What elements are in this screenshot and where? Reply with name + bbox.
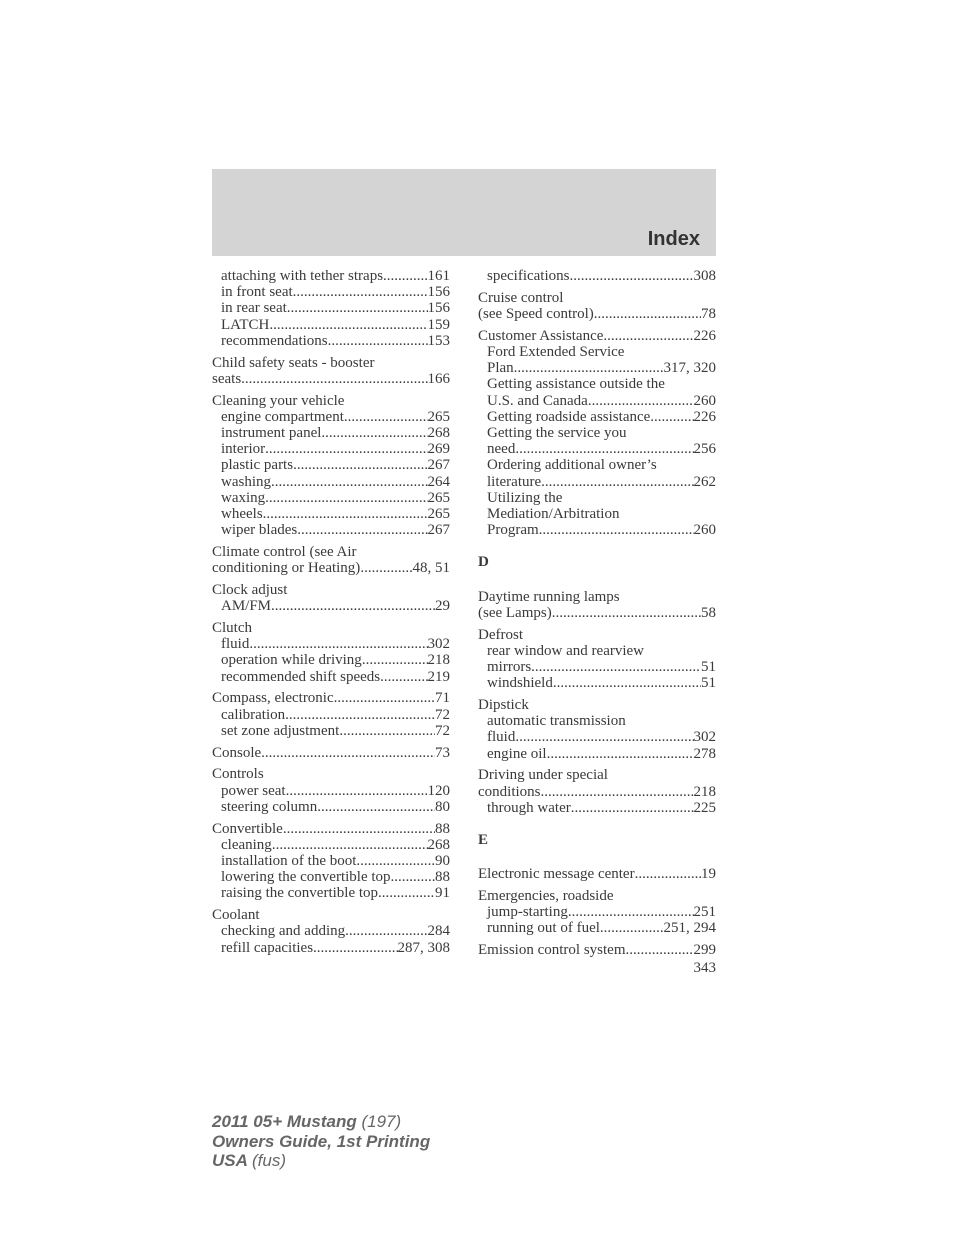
- index-subentry-line: [212, 490, 450, 506]
- index-subentry-line: [212, 333, 450, 349]
- dot-leader: [241, 371, 427, 387]
- entry-text: recommended shift speeds: [221, 668, 381, 685]
- page-ref: 88: [435, 820, 450, 837]
- dot-leader: [265, 441, 427, 457]
- page-ref: 91: [435, 885, 450, 902]
- entry-text: conditions: [478, 783, 541, 800]
- dot-leader: [263, 506, 428, 522]
- index-subentry-line: [212, 474, 450, 490]
- index-subentry-line: [478, 675, 716, 691]
- page-ref: 19: [701, 866, 716, 883]
- index-subentry-line: [478, 344, 716, 360]
- dot-leader: [600, 920, 664, 936]
- page-ref: 90: [435, 853, 450, 870]
- page-ref: 78: [701, 306, 716, 322]
- entry-text: fluid: [487, 729, 516, 746]
- entry-text: Utilizing the: [487, 489, 563, 506]
- entry-text: engine oil: [487, 745, 547, 762]
- index-entry: [478, 697, 716, 762]
- index-subentry-line: [478, 457, 716, 473]
- dot-leader: [286, 783, 428, 799]
- index-entry: [212, 393, 450, 539]
- entry-text: waxing: [221, 489, 266, 506]
- index-entry: [478, 627, 716, 692]
- entry-text: Getting assistance outside the: [487, 376, 665, 393]
- index-entry: [212, 355, 450, 387]
- page-ref: 166: [427, 370, 450, 387]
- dot-leader: [588, 393, 694, 409]
- entry-text: Daytime running lamps: [478, 588, 620, 605]
- entry-text: Defrost: [478, 626, 523, 643]
- dot-leader: [515, 729, 693, 745]
- page-title: Index: [647, 228, 700, 250]
- index-subentry-line: [212, 425, 450, 441]
- footer-model-code: (197): [361, 1112, 402, 1131]
- entry-text: Plan: [487, 360, 514, 377]
- index-subentry-line: [212, 636, 450, 652]
- dot-leader: [272, 837, 428, 853]
- index-subentry-line: [212, 300, 450, 316]
- entry-text: Mediation/Arbitration: [487, 506, 620, 523]
- index-subentry-line: [478, 376, 716, 392]
- index-entry-line: [212, 690, 450, 706]
- entry-text: Ford Extended Service: [487, 344, 625, 360]
- dot-leader: [293, 457, 427, 473]
- index-entry: [212, 690, 450, 739]
- index-entry-line: [478, 942, 716, 958]
- dot-leader: [317, 799, 435, 815]
- index-subentry-line: [478, 659, 716, 675]
- index-subentry-line: [212, 284, 450, 300]
- page-ref: 264: [427, 473, 450, 490]
- index-entry-line: [212, 821, 450, 837]
- entry-text: Compass, electronic: [212, 690, 334, 707]
- entry-text: set zone adjustment: [221, 722, 340, 739]
- dot-leader: [360, 560, 412, 576]
- page-ref: 287, 308: [397, 939, 450, 956]
- index-subentry-line: [478, 474, 716, 490]
- index-subentry-line: [212, 723, 450, 739]
- entry-text: rear window and rearview: [487, 642, 645, 659]
- entry-text: Child safety seats - booster: [212, 354, 375, 371]
- dot-leader: [541, 474, 693, 490]
- page-ref: 218: [693, 783, 716, 800]
- index-subentry-line: [478, 490, 716, 506]
- index-entry-line: [478, 866, 716, 882]
- page-ref: 72: [435, 706, 450, 723]
- entry-text: Climate control (see Air: [212, 544, 357, 561]
- index-entry-line: [212, 355, 450, 371]
- footer-market-code: (fus): [252, 1151, 286, 1170]
- index-column-left: [212, 268, 450, 961]
- entry-text: checking and adding: [221, 923, 346, 940]
- index-entry-line: [212, 393, 450, 409]
- page-ref: 265: [427, 408, 450, 425]
- index-entry: [478, 767, 716, 816]
- index-entry: [212, 766, 450, 815]
- index-entry-line: [478, 784, 716, 800]
- dot-leader: [321, 425, 427, 441]
- entry-text: Console: [212, 744, 262, 761]
- entry-text: (see Speed control): [478, 306, 594, 322]
- dot-leader: [571, 800, 694, 816]
- entry-text: seats: [212, 370, 242, 387]
- page-ref: 299: [693, 942, 716, 959]
- dot-leader: [287, 300, 428, 316]
- index-entry: [478, 328, 716, 539]
- dot-leader: [297, 522, 427, 538]
- dot-leader: [339, 723, 435, 739]
- index-subentry-line: [478, 746, 716, 762]
- page-ref: 267: [427, 522, 450, 539]
- index-subentry-line: [212, 506, 450, 522]
- index-subentry-line: [478, 506, 716, 522]
- entry-text: raising the convertible top: [221, 885, 379, 902]
- entry-text: in front seat: [221, 284, 293, 301]
- entry-text: automatic transmission: [487, 713, 626, 730]
- entry-text: Driving under special: [478, 767, 608, 784]
- page-ref: 51: [701, 659, 716, 676]
- dot-leader: [285, 707, 435, 723]
- index-entry-line: [478, 697, 716, 713]
- entry-text: windshield: [487, 675, 553, 692]
- index-subentry-line: [478, 360, 716, 376]
- index-subentry-line: [478, 393, 716, 409]
- entry-text: specifications: [487, 268, 570, 284]
- page-ref: 308: [693, 268, 716, 284]
- index-subentry-line: [478, 425, 716, 441]
- index-entry-line: [212, 745, 450, 761]
- dot-leader: [553, 675, 701, 691]
- entry-text: AM/FM: [221, 598, 272, 615]
- dot-leader: [383, 268, 427, 284]
- entry-text: plastic parts: [221, 457, 294, 474]
- page-ref: 251, 294: [663, 920, 716, 937]
- index-subentry-line: [478, 643, 716, 659]
- entry-text: Clutch: [212, 620, 252, 637]
- index-entry: [212, 582, 450, 614]
- index-entry-line: [478, 605, 716, 621]
- page-ref: 260: [693, 392, 716, 409]
- index-entry-line: [212, 544, 450, 560]
- page-ref: 268: [427, 836, 450, 853]
- page-ref: 88: [435, 869, 450, 886]
- entry-text: Controls: [212, 766, 264, 783]
- index-subentry-line: [212, 869, 450, 885]
- index-entry: [212, 620, 450, 685]
- entry-text: jump-starting: [487, 904, 568, 921]
- entry-text: instrument panel: [221, 425, 322, 442]
- dot-leader: [594, 306, 701, 322]
- page-ref: 161: [427, 268, 450, 284]
- index-entry-line: [478, 767, 716, 783]
- index-entry: [478, 268, 716, 284]
- page-ref: 29: [435, 598, 450, 615]
- dot-leader: [328, 333, 428, 349]
- index-section-letter: D: [478, 554, 489, 571]
- entry-text: attaching with tether straps: [221, 268, 384, 284]
- index-entry-line: [478, 627, 716, 643]
- index-section-letter: E: [478, 832, 489, 849]
- dot-leader: [356, 853, 435, 869]
- index-entry-line: [478, 306, 716, 322]
- index-subentry-line: [212, 457, 450, 473]
- page-number: 343: [693, 960, 716, 976]
- entry-text: through water: [487, 799, 571, 816]
- entry-text: (see Lamps): [478, 604, 552, 621]
- header-band: [212, 169, 716, 256]
- index-entry-line: [478, 290, 716, 306]
- page-ref: 278: [693, 745, 716, 762]
- dot-leader: [269, 317, 427, 333]
- dot-leader: [293, 284, 428, 300]
- index-subentry-line: [478, 268, 716, 284]
- index-entry-line: [478, 328, 716, 344]
- entry-text: Clock adjust: [212, 582, 288, 599]
- page-ref: 317, 320: [663, 360, 716, 377]
- dot-leader: [344, 409, 428, 425]
- index-entry-line: [478, 589, 716, 605]
- dot-leader: [569, 268, 693, 284]
- index-entry-line: [212, 371, 450, 387]
- index-entry: [478, 866, 716, 882]
- dot-leader: [547, 746, 694, 762]
- index-entry-line: [212, 766, 450, 782]
- entry-text: washing: [221, 473, 271, 490]
- page-ref: 251: [693, 904, 716, 921]
- entry-text: Emergencies, roadside: [478, 888, 614, 905]
- dot-leader: [626, 942, 694, 958]
- index-subentry-line: [212, 885, 450, 901]
- page-ref: 225: [693, 799, 716, 816]
- page-ref: 265: [427, 489, 450, 506]
- footer-line-3: [212, 1151, 430, 1171]
- dot-leader: [265, 490, 427, 506]
- dot-leader: [515, 441, 693, 457]
- entry-text: Program: [487, 522, 539, 539]
- index-entry: [478, 888, 716, 937]
- page-ref: 268: [427, 425, 450, 442]
- entry-text: fluid: [221, 636, 250, 653]
- index-entry-line: [478, 888, 716, 904]
- page-ref: 80: [435, 798, 450, 815]
- index-entry: [478, 290, 716, 322]
- index-entry: [212, 745, 450, 761]
- entry-text: Customer Assistance: [478, 327, 604, 344]
- footer: [212, 1112, 430, 1171]
- entry-text: power seat: [221, 782, 286, 799]
- index-entry-line: [212, 560, 450, 576]
- dot-leader: [271, 474, 428, 490]
- footer-market: USA: [212, 1151, 248, 1170]
- dot-leader: [650, 409, 693, 425]
- entry-text: Coolant: [212, 907, 260, 924]
- footer-line-2: [212, 1132, 430, 1152]
- entry-text: Ordering additional owner’s: [487, 457, 657, 474]
- page-ref: 219: [427, 668, 450, 685]
- index-entry-line: [212, 620, 450, 636]
- index-subentry-line: [212, 317, 450, 333]
- page-ref: 72: [435, 722, 450, 739]
- dot-leader: [380, 669, 427, 685]
- index-subentry-line: [212, 940, 450, 956]
- index-subentry-line: [212, 268, 450, 284]
- entry-text: steering column: [221, 798, 318, 815]
- dot-leader: [635, 866, 701, 882]
- dot-leader: [271, 598, 435, 614]
- page-ref: 156: [427, 300, 450, 317]
- entry-text: Dipstick: [478, 697, 529, 714]
- page-ref: 71: [435, 690, 450, 707]
- entry-text: U.S. and Canada: [487, 392, 588, 409]
- entry-text: Emission control system: [478, 942, 626, 959]
- page-ref: 156: [427, 284, 450, 301]
- page-ref: 159: [427, 316, 450, 333]
- entry-text: calibration: [221, 706, 286, 723]
- page-ref: 265: [427, 506, 450, 523]
- dot-leader: [541, 784, 694, 800]
- entry-text: wheels: [221, 506, 263, 523]
- page-ref: 226: [693, 327, 716, 344]
- entry-text: operation while driving: [221, 652, 362, 669]
- index-column-right: [478, 268, 716, 964]
- index-subentry-line: [212, 923, 450, 939]
- index-subentry-line: [478, 729, 716, 745]
- entry-text: literature: [487, 473, 542, 490]
- index-entry-line: [212, 907, 450, 923]
- page-ref: 267: [427, 457, 450, 474]
- dot-leader: [603, 328, 693, 344]
- index-entry: [478, 942, 716, 958]
- entry-text: cleaning: [221, 836, 272, 853]
- dot-leader: [391, 869, 435, 885]
- index-entry-line: [212, 582, 450, 598]
- page-ref: 256: [693, 441, 716, 458]
- index-entry: [212, 821, 450, 902]
- index-subentry-line: [212, 441, 450, 457]
- index-subentry-line: [212, 853, 450, 869]
- entry-text: installation of the boot: [221, 853, 357, 870]
- dot-leader: [531, 659, 701, 675]
- index-subentry-line: [478, 441, 716, 457]
- entry-text: lowering the convertible top: [221, 869, 391, 886]
- entry-text: Getting roadside assistance: [487, 408, 651, 425]
- index-subentry-line: [478, 920, 716, 936]
- index-subentry-line: [478, 409, 716, 425]
- page-ref: 120: [427, 782, 450, 799]
- dot-leader: [539, 522, 694, 538]
- page-ref: 58: [701, 604, 716, 621]
- entry-text: Getting the service you: [487, 425, 627, 442]
- page-ref: 51: [701, 675, 716, 692]
- index-subentry-line: [212, 669, 450, 685]
- page-ref: 48, 51: [412, 560, 450, 577]
- entry-text: need: [487, 441, 516, 458]
- entry-text: Electronic message center: [478, 866, 635, 883]
- entry-text: mirrors: [487, 659, 532, 676]
- index-subentry-line: [478, 713, 716, 729]
- entry-text: refill capacities: [221, 939, 314, 956]
- dot-leader: [378, 885, 435, 901]
- page-ref: 302: [693, 729, 716, 746]
- footer-guide: Owners Guide, 1st Printing: [212, 1131, 431, 1151]
- entry-text: LATCH: [221, 316, 270, 333]
- dot-leader: [334, 690, 435, 706]
- dot-leader: [552, 605, 701, 621]
- page-ref: 260: [693, 522, 716, 539]
- entry-text: conditioning or Heating): [212, 560, 361, 577]
- page-ref: 269: [427, 441, 450, 458]
- dot-leader: [261, 745, 435, 761]
- dot-leader: [362, 652, 428, 668]
- index-entry: [478, 589, 716, 621]
- index-subentry-line: [212, 783, 450, 799]
- entry-text: wiper blades: [221, 522, 298, 539]
- index-subentry-line: [212, 837, 450, 853]
- dot-leader: [283, 821, 435, 837]
- index-subentry-line: [212, 799, 450, 815]
- entry-text: Cleaning your vehicle: [212, 392, 345, 409]
- dot-leader: [345, 923, 427, 939]
- page-ref: 73: [435, 744, 450, 761]
- page-ref: 226: [693, 408, 716, 425]
- dot-leader: [313, 940, 397, 956]
- footer-model: 2011 05+ Mustang: [212, 1112, 357, 1131]
- index-entry: [212, 268, 450, 349]
- entry-text: Convertible: [212, 820, 283, 837]
- entry-text: Cruise control: [478, 289, 564, 306]
- index-entry: [212, 907, 450, 956]
- page-ref: 262: [693, 473, 716, 490]
- index-subentry-line: [212, 409, 450, 425]
- page-ref: 218: [427, 652, 450, 669]
- footer-line-1: [212, 1112, 430, 1132]
- entry-text: in rear seat: [221, 300, 287, 317]
- dot-leader: [249, 636, 427, 652]
- index-subentry-line: [212, 598, 450, 614]
- index-entry: [212, 544, 450, 576]
- entry-text: running out of fuel: [487, 920, 600, 937]
- page-ref: 153: [427, 332, 450, 349]
- dot-leader: [514, 360, 664, 376]
- entry-text: interior: [221, 441, 266, 458]
- index-subentry-line: [212, 652, 450, 668]
- entry-text: recommendations: [221, 332, 328, 349]
- dot-leader: [568, 904, 694, 920]
- page-ref: 302: [427, 636, 450, 653]
- index-subentry-line: [478, 522, 716, 538]
- index-subentry-line: [478, 904, 716, 920]
- entry-text: engine compartment: [221, 408, 344, 425]
- index-subentry-line: [212, 522, 450, 538]
- page-ref: 284: [427, 923, 450, 940]
- index-subentry-line: [212, 707, 450, 723]
- index-subentry-line: [478, 800, 716, 816]
